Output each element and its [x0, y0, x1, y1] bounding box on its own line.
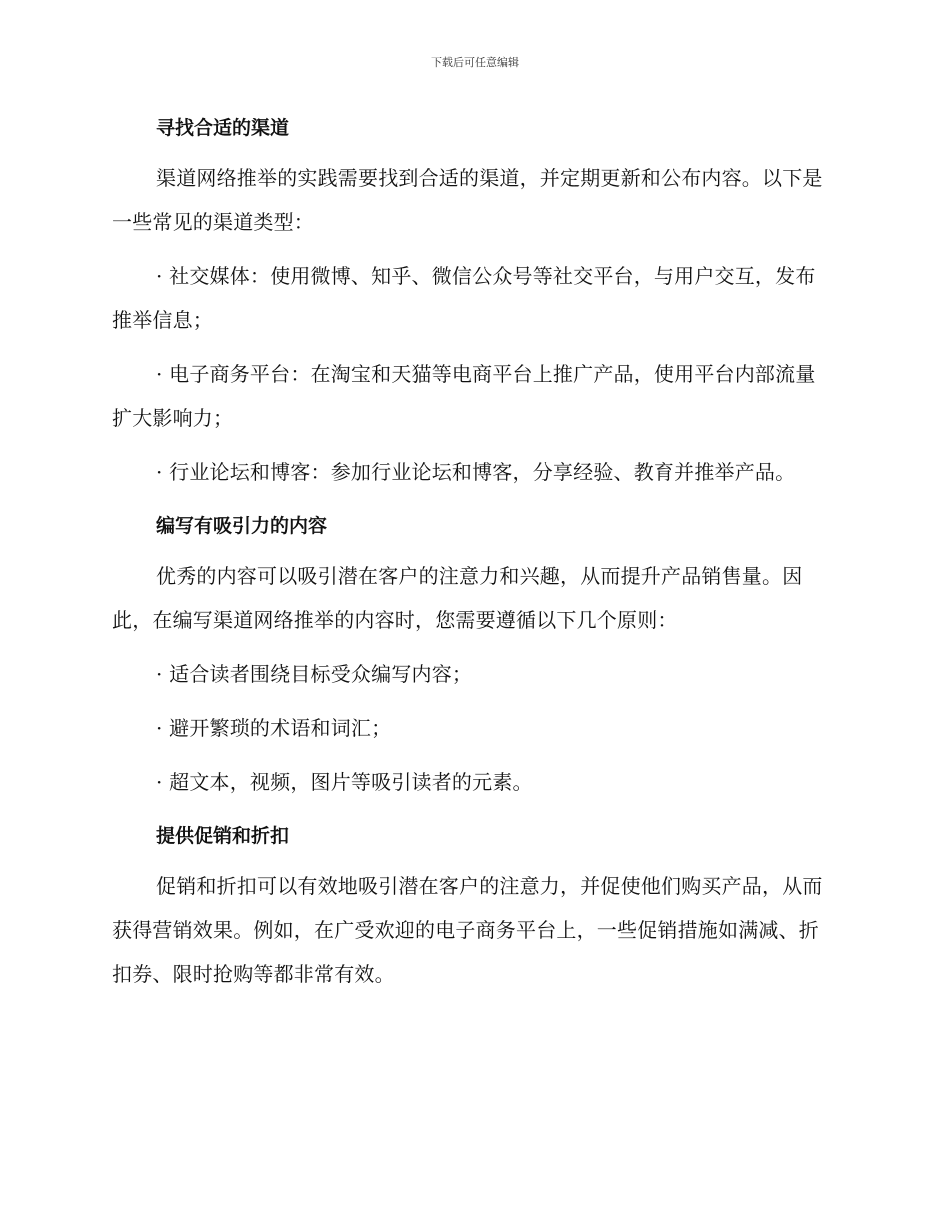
document-body — [112, 110, 834, 996]
bullet-item: · 电子商务平台：在淘宝和天猫等电商平台上推广产品，使用平台内部流量扩大影响力； — [112, 362, 816, 430]
bullet-item: · 避开繁琐的术语和词汇； — [156, 716, 392, 740]
section-promotions — [112, 818, 834, 996]
page-header: 下载后可任意编辑 — [431, 56, 519, 69]
section-heading: 编写有吸引力的内容 — [156, 515, 328, 537]
section-heading: 提供促销和折扣 — [156, 825, 290, 847]
section-channels — [112, 110, 834, 494]
paragraph: 渠道网络推举的实践需要找到合适的渠道，并定期更新和公布内容。以下是一些常见的渠道类型： — [112, 166, 823, 234]
section-heading: 寻找合适的渠道 — [156, 117, 290, 139]
bullet-item: · 适合读者围绕目标受众编写内容； — [156, 662, 473, 686]
paragraph: 促销和折扣可以有效地吸引潜在客户的注意力，并促使他们购买产品，从而获得营销效果。例如，在广受欢迎的电子商务平台上，一些促销措施如满减、折扣券、限时抢购等都非常有效。 — [112, 874, 823, 986]
section-content — [112, 508, 834, 804]
bullet-item: · 社交媒体：使用微博、知乎、微信公众号等社交平台，与用户交互，发布推举信息； — [112, 264, 816, 332]
bullet-item: · 超文本，视频，图片等吸引读者的元素。 — [156, 770, 533, 794]
paragraph: 优秀的内容可以吸引潜在客户的注意力和兴趣，从而提升产品销售量。因此，在编写渠道网络推举的内容时，您需要遵循以下几个原则： — [112, 564, 803, 632]
bullet-item: · 行业论坛和博客：参加行业论坛和博客，分享经验、教育并推举产品。 — [156, 460, 796, 484]
